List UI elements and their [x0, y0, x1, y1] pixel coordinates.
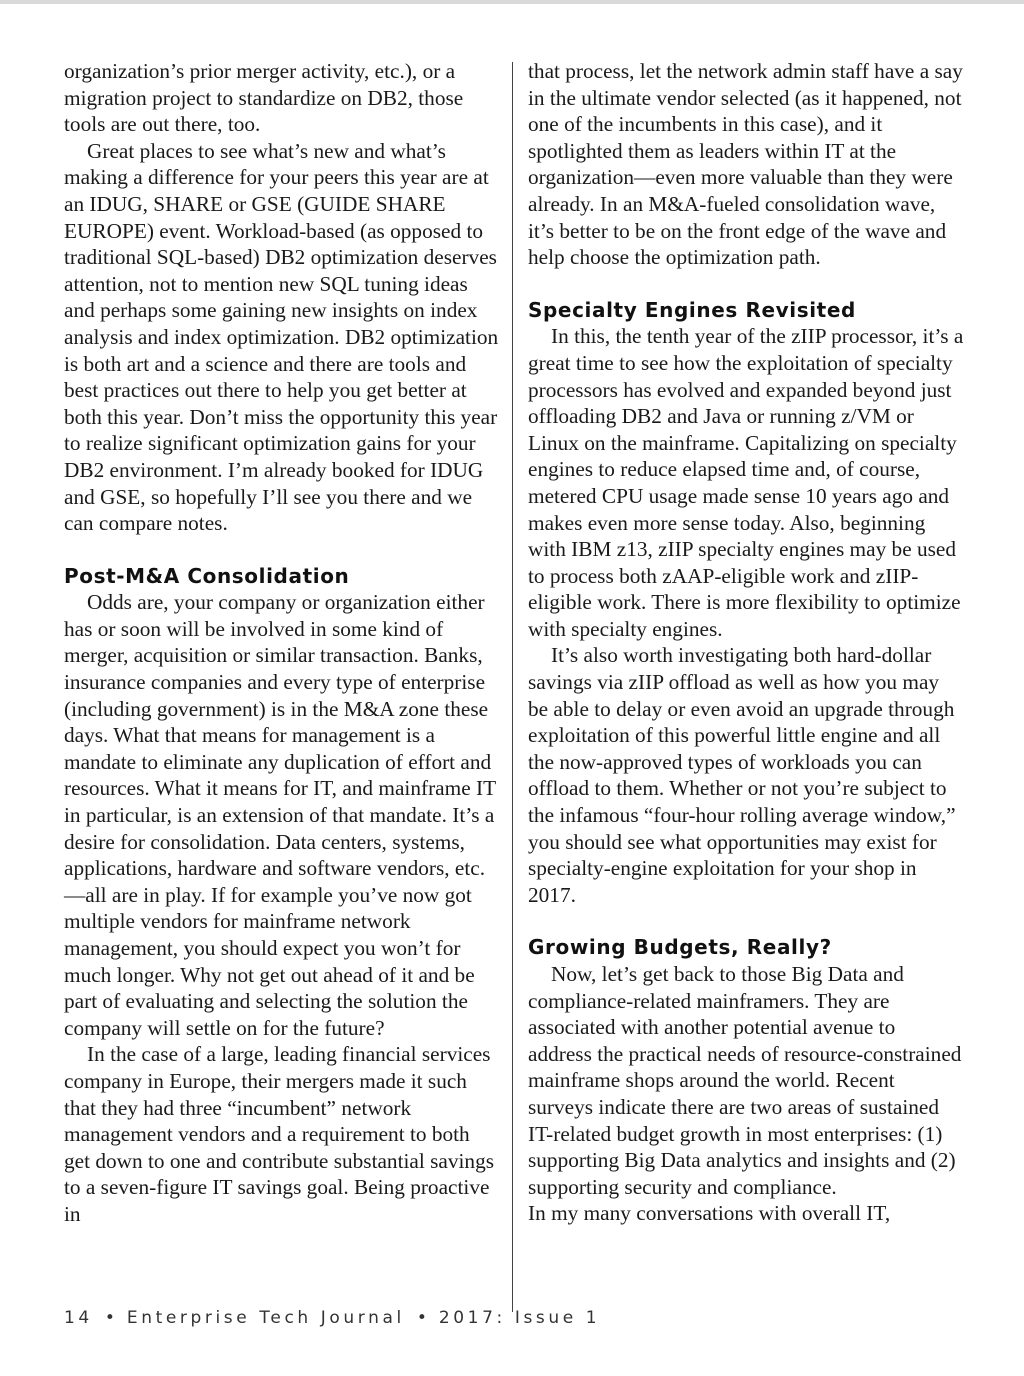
page-number: 14 — [64, 1308, 93, 1328]
issue-label: 2017: Issue 1 — [438, 1308, 601, 1328]
paragraph: Now, let’s get back to those Big Data and compliance-related mainframers. They are associated with another potential avenue to address the practical needs of resource-constrained mainframe shops around the world. Recent surveys indicate there are two areas of sustained IT-related budget growth in most enterprises: (1) supporting Big Data analytics and insights and (2) supporting security and compliance. — [528, 962, 962, 1199]
section-heading-specialty-engines: Specialty Engines Revisited — [528, 297, 856, 322]
column-divider — [512, 62, 513, 1312]
left-column — [64, 58, 500, 1228]
paragraph: Great places to see what’s new and what’s making a difference for your peers this year are at an IDUG, SHARE or GSE (GUIDE SHARE EUROPE) event. Workload-based (as opposed to traditional SQL-based) DB2 optimization deserves attention, not to mention new SQL tuning ideas and perhaps some gaining new insights on index analysis and index optimization. DB2 optimization is both art and a science and there are tools and best practices out there to help you get better at both this year. Don’t miss the opportunity this year to realize significant optimization gains for your DB2 environment. I’m already booked for IDUG and GSE, so hopefully I’ll see you there and we can compare notes. — [64, 138, 499, 536]
paragraph: that process, let the network admin staff have a say in the ultimate vendor selected (as it happened, not one of the incumbents in this case), and it spotlighted them as leaders within IT at the organization—even more valuable than they were already. In an M&A-fueled consolidation wave, it’s better to be on the front edge of the wave and help choose the optimization path. — [528, 59, 963, 270]
footer-bullet: • — [104, 1308, 115, 1328]
paragraph: It’s also worth investigating both hard-dollar savings via zIIP offload as well as how you may be able to delay or even avoid an upgrade through exploitation of this powerful little engine and all the now-approved types of workloads you can offload to them. Whether or not you’re subject to the infamous “four-hour rolling average window,” you should see what opportunities may exist for specialty-engine exploitation for your shop in 2017. — [528, 643, 956, 907]
section-heading-post-ma: Post-M&A Consolidation — [64, 563, 350, 588]
section-heading-growing-budgets: Growing Budgets, Really? — [528, 935, 832, 960]
paragraph: Odds are, your company or organization either has or soon will be involved in some kind of merger, acquisition or similar transaction. Banks, insurance companies and every type of enterprise (including government) is in the M&A zone these days. What that means for management is a mandate to eliminate any duplication of effort and resources. What it means for IT, and mainframe IT in particular, is an extension of that mandate. It’s a desire for consolidation. Data centers, systems, applications, hardware and software vendors, etc.—all are in play. If for example you’ve now got multiple vendors for mainframe network management, you should expect you won’t for much longer. Why not get out ahead of it and be part of evaluating and selecting the solution the company will settle on for the future? — [64, 590, 496, 1040]
paragraph: organization’s prior merger activity, etc.), or a migration project to standardize on DB2, those tools are out there, too. — [64, 59, 464, 137]
publication-name: Enterprise Tech Journal — [126, 1308, 405, 1328]
right-column — [528, 58, 964, 1227]
page-footer — [64, 1308, 600, 1328]
footer-bullet: • — [416, 1308, 427, 1328]
paragraph: In my many conversations with overall IT, — [528, 1201, 891, 1226]
paragraph: In the case of a large, leading financial services company in Europe, their mergers made it such that they had three “incumbent” network management vendors and a requirement to both get down to one and contribute substantial savings to a seven-figure IT savings goal. Being proactive in — [64, 1042, 495, 1226]
paragraph: In this, the tenth year of the zIIP processor, it’s a great time to see how the exploitation of specialty processors has evolved and expanded beyond just offloading DB2 and Java or running z/VM or Linux on the mainframe. Capitalizing on specialty engines to reduce elapsed time and, of course, metered CPU usage made sense 10 years ago and makes even more sense today. Also, beginning with IBM z13, zIIP specialty engines may be used to process both zAAP-eligible work and zIIP-eligible work. There is more flexibility to optimize with specialty engines. — [528, 324, 964, 641]
page-top-rule — [0, 0, 1024, 4]
